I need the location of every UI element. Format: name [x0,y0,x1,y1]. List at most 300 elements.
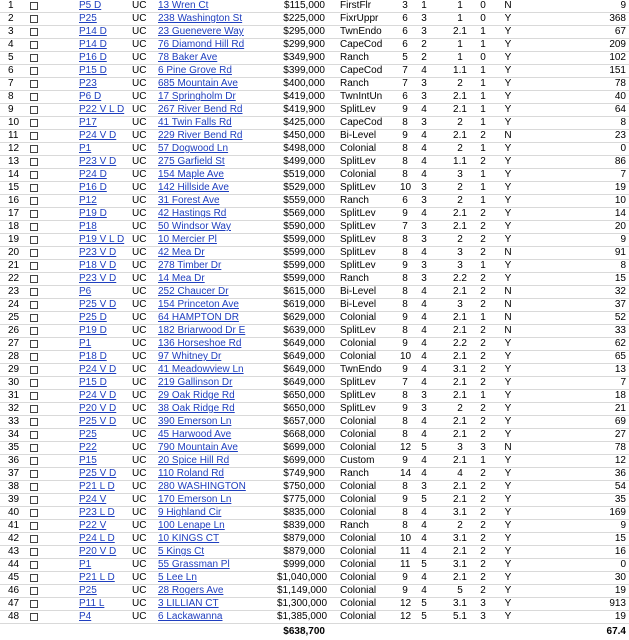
address-link[interactable]: 78 Baker Ave [158,52,218,63]
rooms-cell: 3 [457,260,463,271]
beds-cell: 8 [402,273,408,284]
row-checkbox[interactable] [30,119,38,127]
area-link[interactable]: P1 [79,559,92,570]
area-link[interactable]: P23 [79,78,97,89]
address-link[interactable]: 10 KINGS CT [158,533,220,544]
area-link[interactable]: P1 [79,143,92,154]
garage-cell: 1 [480,169,486,180]
status-cell: UC [132,130,147,141]
address-link[interactable]: 41 Twin Falls Rd [158,117,232,128]
area-link[interactable]: P14 D [79,39,107,50]
style-cell: SplitLev [340,325,376,336]
row-number: 20 [8,247,20,258]
address-link[interactable]: 170 Emerson Ln [158,494,232,505]
area-link[interactable]: P22 V L D [79,104,125,115]
style-cell: Bi-Level [340,299,377,310]
price-cell: $400,000 [283,78,325,89]
area-link[interactable]: P12 [79,195,97,206]
address-link[interactable]: 685 Mountain Ave [158,78,238,89]
dom-cell: 169 [609,507,626,518]
address-link[interactable]: 275 Garfield St [158,156,225,167]
status-cell: UC [132,221,147,232]
area-link[interactable]: P22 V [79,520,107,531]
row-checkbox[interactable] [30,106,38,114]
area-link[interactable]: P18 D [79,351,107,362]
style-cell: Colonial [340,494,377,505]
table-row [0,195,629,208]
row-checkbox[interactable] [30,288,38,296]
status-cell: UC [132,312,147,323]
price-cell: $349,900 [283,52,325,63]
row-checkbox[interactable] [30,600,38,608]
area-link[interactable]: P22 [79,442,97,453]
row-number: 37 [8,468,20,479]
area-link[interactable]: P16 D [79,182,107,193]
row-number: 38 [8,481,20,492]
row-checkbox[interactable] [30,457,38,465]
area-link[interactable]: P25 V D [79,416,117,427]
baths-cell: 3 [421,273,427,284]
rooms-cell: 2.2 [453,273,467,284]
row-checkbox[interactable] [30,249,38,257]
rooms-cell: 2.1 [453,208,467,219]
table-row [0,455,629,468]
table-row [0,520,629,533]
area-link[interactable]: P24 D [79,169,107,180]
row-checkbox[interactable] [30,80,38,88]
style-cell: Colonial [340,338,377,349]
dom-cell: 27 [614,429,626,440]
address-link[interactable]: 100 Lenape Ln [158,520,225,531]
rooms-cell: 2.1 [453,494,467,505]
flag-cell: Y [504,377,512,388]
dom-cell: 36 [614,468,626,479]
table-row [0,325,629,338]
address-link[interactable]: 390 Emerson Ln [158,416,232,427]
row-number: 36 [8,455,20,466]
row-checkbox[interactable] [30,15,38,23]
table-row [0,65,629,78]
rooms-cell: 2 [457,195,463,206]
address-link[interactable]: 14 Mea Dr [158,273,205,284]
dom-cell: 78 [614,442,626,453]
row-checkbox[interactable] [30,184,38,192]
garage-cell: 2 [480,286,486,297]
address-link[interactable]: 97 Whitney Dr [158,351,222,362]
baths-cell: 4 [421,533,427,544]
baths-cell: 3 [421,117,427,128]
address-link[interactable]: 790 Mountain Ave [158,442,238,453]
address-link[interactable]: 55 Grassman Pl [158,559,230,570]
address-link[interactable]: 29 Oak Ridge Rd [158,390,235,401]
area-link[interactable]: P23 V D [79,247,117,258]
row-checkbox[interactable] [30,574,38,582]
address-link[interactable]: 38 Oak Ridge Rd [158,403,235,414]
beds-cell: 11 [400,546,411,557]
price-cell: $650,000 [283,390,325,401]
area-link[interactable]: P19 D [79,325,107,336]
style-cell: Ranch [340,273,369,284]
garage-cell: 2 [480,507,486,518]
address-link[interactable]: 154 Maple Ave [158,169,224,180]
area-link[interactable]: P25 [79,13,97,24]
area-link[interactable]: P25 [79,585,97,596]
table-row [0,338,629,351]
address-link[interactable]: 50 Windsor Way [158,221,231,232]
beds-cell: 8 [402,156,408,167]
row-checkbox[interactable] [30,353,38,361]
price-cell: $519,000 [283,169,325,180]
garage-cell: 2 [480,416,486,427]
address-link[interactable]: 238 Washington St [158,13,243,24]
address-link[interactable]: 110 Roland Rd [158,468,224,479]
row-checkbox[interactable] [30,236,38,244]
address-link[interactable]: 6 Pine Grove Rd [158,65,232,76]
area-link[interactable]: P15 [79,455,97,466]
area-link[interactable]: P6 [79,286,92,297]
row-number: 12 [8,143,20,154]
rooms-cell: 3.1 [453,598,467,609]
area-link[interactable]: P18 [79,221,97,232]
style-cell: SplitLev [340,403,376,414]
status-cell: UC [132,351,147,362]
row-checkbox[interactable] [30,548,38,556]
style-cell: Bi-Level [340,130,377,141]
status-cell: UC [132,117,147,128]
table-row [0,0,629,13]
beds-cell: 5 [402,52,408,63]
style-cell: Colonial [340,559,377,570]
row-checkbox[interactable] [30,262,38,270]
row-checkbox[interactable] [30,587,38,595]
address-link[interactable]: 154 Princeton Ave [158,299,239,310]
row-checkbox[interactable] [30,431,38,439]
status-cell: UC [132,429,147,440]
garage-cell: 0 [480,52,486,63]
row-checkbox[interactable] [30,93,38,101]
beds-cell: 9 [402,260,408,271]
row-checkbox[interactable] [30,210,38,218]
address-link[interactable]: 278 Timber Dr [158,260,222,271]
area-link[interactable]: P24 V D [79,130,117,141]
row-checkbox[interactable] [30,392,38,400]
row-checkbox[interactable] [30,535,38,543]
beds-cell: 7 [402,78,408,89]
address-link[interactable]: 64 HAMPTON DR [158,312,239,323]
baths-cell: 5 [421,442,427,453]
row-checkbox[interactable] [30,67,38,75]
area-link[interactable]: P24 L D [79,533,115,544]
flag-cell: Y [504,169,512,180]
garage-cell: 2 [480,481,486,492]
garage-cell: 1 [480,78,486,89]
address-link[interactable]: 45 Harwood Ave [158,429,232,440]
price-cell: $295,000 [283,26,325,37]
rooms-cell: 2.1 [453,221,467,232]
area-link[interactable]: P6 D [79,91,102,102]
flag-cell: Y [504,598,512,609]
address-link[interactable]: 13 Wren Ct [158,0,209,11]
row-checkbox[interactable] [30,223,38,231]
dom-cell: 9 [620,0,626,11]
dom-cell: 15 [614,273,626,284]
rooms-cell: 2.1 [453,104,467,115]
beds-cell: 12 [400,611,412,622]
garage-cell: 2 [480,585,486,596]
dom-cell: 69 [614,416,626,427]
flag-cell: Y [504,390,512,401]
beds-cell: 9 [402,364,408,375]
baths-cell: 4 [421,364,427,375]
dom-cell: 0 [620,143,626,154]
status-cell: UC [132,325,147,336]
flag-cell: Y [504,273,512,284]
address-link[interactable]: 42 Mea Dr [158,247,205,258]
row-checkbox[interactable] [30,340,38,348]
dom-cell: 15 [614,533,626,544]
area-link[interactable]: P24 V [79,494,107,505]
status-cell: UC [132,338,147,349]
status-cell: UC [132,104,147,115]
area-link[interactable]: P1 [79,338,92,349]
address-link[interactable]: 219 Gallinson Dr [158,377,233,388]
address-link[interactable]: 42 Hastings Rd [158,208,227,219]
flag-cell: Y [504,455,512,466]
address-link[interactable]: 142 Hillside Ave [158,182,229,193]
address-link[interactable]: 3 LILLIAN CT [158,598,219,609]
row-number: 45 [8,572,20,583]
style-cell: Colonial [340,585,377,596]
area-link[interactable]: P24 V D [79,364,117,375]
row-checkbox[interactable] [30,145,38,153]
baths-cell: 2 [421,39,427,50]
rooms-cell: 2.1 [453,351,467,362]
area-link[interactable]: P17 [79,117,97,128]
garage-cell: 3 [480,598,486,609]
dom-cell: 10 [614,195,626,206]
area-link[interactable]: P11 L [79,598,105,609]
dom-cell: 7 [620,377,626,388]
address-link[interactable]: 6 Lackawanna [158,611,223,622]
flag-cell: Y [504,234,512,245]
baths-cell: 3 [421,13,427,24]
beds-cell: 9 [402,104,408,115]
row-checkbox[interactable] [30,444,38,452]
table-row [0,52,629,65]
area-link[interactable]: P23 V D [79,273,117,284]
row-checkbox[interactable] [30,197,38,205]
row-number: 7 [8,78,14,89]
rooms-cell: 2.1 [453,286,467,297]
row-checkbox[interactable] [30,418,38,426]
dom-cell: 9 [620,520,626,531]
address-link[interactable]: 76 Diamond Hill Rd [158,39,245,50]
row-checkbox[interactable] [30,405,38,413]
baths-cell: 4 [421,312,427,323]
dom-cell: 16 [614,546,626,557]
beds-cell: 10 [400,533,412,544]
row-number: 5 [8,52,14,63]
rooms-cell: 5.1 [453,611,467,622]
status-cell: UC [132,468,147,479]
row-number: 32 [8,403,20,414]
row-checkbox[interactable] [30,522,38,530]
row-checkbox[interactable] [30,54,38,62]
beds-cell: 8 [402,143,408,154]
area-link[interactable]: P25 [79,429,97,440]
price-cell: $599,000 [283,234,325,245]
address-link[interactable]: 229 River Bend Rd [158,130,243,141]
style-cell: Colonial [340,442,377,453]
flag-cell: Y [504,182,512,193]
address-link[interactable]: 182 Briarwood Dr E [158,325,246,336]
area-link[interactable]: P20 V D [79,403,117,414]
address-link[interactable]: 5 Kings Ct [158,546,205,557]
area-link[interactable]: P25 V D [79,468,117,479]
flag-cell: N [504,442,512,453]
area-link[interactable]: P25 D [79,312,107,323]
status-cell: UC [132,299,147,310]
row-checkbox[interactable] [30,301,38,309]
baths-cell: 4 [421,143,427,154]
row-checkbox[interactable] [30,2,38,10]
table-row [0,182,629,195]
price-cell: $649,000 [283,377,325,388]
area-link[interactable]: P4 [79,611,92,622]
address-link[interactable]: 41 Meadowview Ln [158,364,244,375]
row-checkbox[interactable] [30,132,38,140]
garage-cell: 2 [480,468,486,479]
area-link[interactable]: P16 D [79,52,107,63]
baths-cell: 4 [421,104,427,115]
row-checkbox[interactable] [30,561,38,569]
beds-cell: 8 [402,481,408,492]
beds-cell: 6 [402,26,408,37]
area-link[interactable]: P24 V D [79,390,117,401]
beds-cell: 8 [402,520,408,531]
garage-cell: 1 [480,143,486,154]
row-checkbox[interactable] [30,496,38,504]
row-checkbox[interactable] [30,41,38,49]
area-link[interactable]: P18 V D [79,260,117,271]
flag-cell: N [504,0,512,11]
row-checkbox[interactable] [30,314,38,322]
style-cell: Colonial [340,572,377,583]
area-link[interactable]: P20 V D [79,546,117,557]
row-checkbox[interactable] [30,158,38,166]
price-cell: $839,000 [283,520,325,531]
address-link[interactable]: 10 Mercier Pl [158,234,217,245]
row-checkbox[interactable] [30,327,38,335]
row-checkbox[interactable] [30,470,38,478]
dom-cell: 86 [614,156,626,167]
garage-cell: 2 [480,221,486,232]
row-checkbox[interactable] [30,275,38,283]
flag-cell: Y [504,468,512,479]
area-link[interactable]: P23 L D [79,507,115,518]
price-cell: $529,000 [283,182,325,193]
area-link[interactable]: P14 D [79,26,107,37]
flag-cell: Y [504,260,512,271]
address-link[interactable]: 20 Spice Hill Rd [158,455,230,466]
flag-cell: Y [504,351,512,362]
price-cell: $649,000 [283,338,325,349]
garage-cell: 0 [480,0,486,11]
garage-cell: 2 [480,351,486,362]
area-link[interactable]: P23 V D [79,156,117,167]
rooms-cell: 5 [457,585,463,596]
baths-cell: 4 [421,169,427,180]
flag-cell: Y [504,364,512,375]
row-checkbox[interactable] [30,509,38,517]
row-checkbox[interactable] [30,366,38,374]
address-link[interactable]: 267 River Bend Rd [158,104,243,115]
price-cell: $615,000 [283,286,325,297]
rooms-cell: 3.1 [453,533,467,544]
dom-cell: 23 [614,130,626,141]
dom-cell: 78 [614,78,626,89]
status-cell: UC [132,572,147,583]
style-cell: SplitLev [340,390,376,401]
dom-cell: 8 [620,260,626,271]
beds-cell: 6 [402,13,408,24]
address-link[interactable]: 28 Rogers Ave [158,585,224,596]
address-link[interactable]: 23 Guenevere Way [158,26,244,37]
area-link[interactable]: P15 D [79,65,107,76]
beds-cell: 12 [400,442,412,453]
address-link[interactable]: 280 WASHINGTON [158,481,246,492]
area-link[interactable]: P15 D [79,377,107,388]
address-link[interactable]: 9 Highland Cir [158,507,222,518]
row-number: 3 [8,26,14,37]
row-checkbox[interactable] [30,613,38,621]
area-link[interactable]: P25 V D [79,299,117,310]
dom-cell: 30 [614,572,626,583]
row-number: 28 [8,351,20,362]
row-checkbox[interactable] [30,28,38,36]
status-cell: UC [132,273,147,284]
address-link[interactable]: 252 Chaucer Dr [158,286,229,297]
row-checkbox[interactable] [30,483,38,491]
status-cell: UC [132,91,147,102]
style-cell: Ranch [340,78,369,89]
flag-cell: Y [504,156,512,167]
area-link[interactable]: P19 V L D [79,234,125,245]
row-number: 23 [8,286,20,297]
flag-cell: Y [504,403,512,414]
row-checkbox[interactable] [30,379,38,387]
row-checkbox[interactable] [30,171,38,179]
garage-cell: 2 [480,130,486,141]
baths-cell: 1 [421,0,427,11]
area-link[interactable]: P21 L D [79,572,115,583]
rooms-cell: 2 [457,143,463,154]
area-link[interactable]: P21 L D [79,481,115,492]
row-number: 24 [8,299,20,310]
address-link[interactable]: 136 Horseshoe Rd [158,338,242,349]
area-link[interactable]: P19 D [79,208,107,219]
area-link[interactable]: P5 D [79,0,102,11]
address-link[interactable]: 5 Lee Ln [158,572,197,583]
garage-cell: 1 [480,39,486,50]
address-link[interactable]: 57 Dogwood Ln [158,143,229,154]
table-row [0,26,629,39]
rooms-cell: 3 [457,247,463,258]
address-link[interactable]: 31 Forest Ave [158,195,220,206]
beds-cell: 8 [402,429,408,440]
table-row [0,247,629,260]
address-link[interactable]: 17 Springholm Dr [158,91,236,102]
